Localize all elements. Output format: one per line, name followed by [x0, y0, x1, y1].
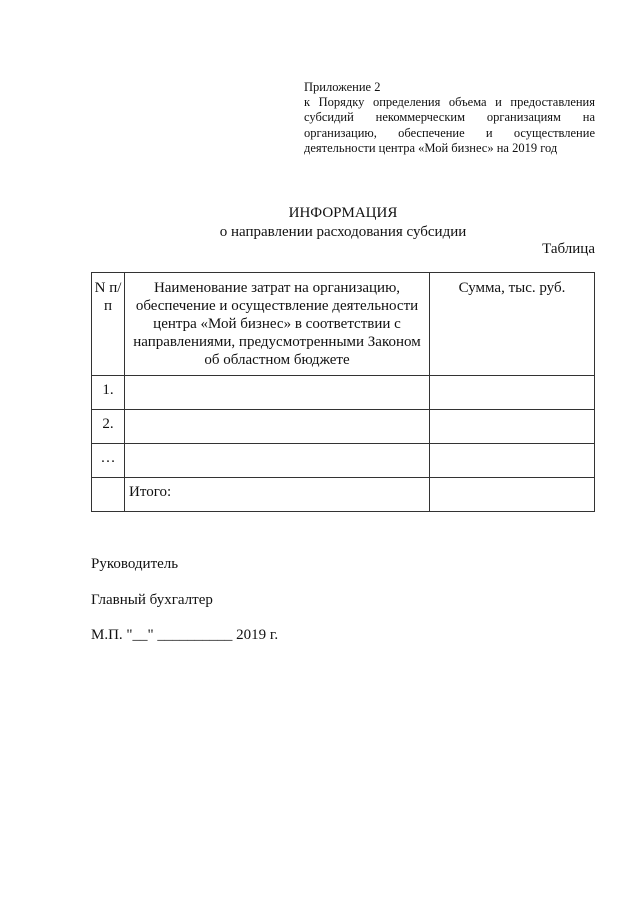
table-row [92, 410, 595, 444]
document-subtitle: о направлении расходования субсидии [219, 224, 467, 240]
appendix-note [304, 80, 595, 156]
table-label: Таблица [542, 241, 595, 257]
row-number [92, 478, 125, 512]
row-number: 1. [92, 376, 125, 410]
head-signature: Руководитель [91, 556, 179, 572]
table-row [92, 376, 595, 410]
row-amount [430, 376, 595, 410]
table-row [92, 444, 595, 478]
appendix-line: деятельности центра «Мой бизнес» на 2019 год [304, 140, 558, 155]
header-expense-name: Наименование затрат на организацию, обеспечение и осуществление деятельности центра «Мой бизнес» в соответствии с направлениями, предусмотренными Законом об областном бюджете [125, 273, 430, 376]
appendix-line: Приложение 2 [304, 80, 381, 94]
table-total-row [92, 478, 595, 512]
stamp-date-line: М.П. "__" __________ 2019 г. [91, 627, 279, 643]
header-number: N п/п [92, 273, 125, 376]
document-title: ИНФОРМАЦИЯ [288, 205, 398, 221]
row-number: … [92, 444, 125, 478]
row-amount [430, 444, 595, 478]
header-amount: Сумма, тыс. руб. [430, 273, 595, 376]
accountant-signature: Главный бухгалтер [91, 592, 213, 608]
row-amount [430, 410, 595, 444]
appendix-line: субсидий некоммерческим организациям на [304, 110, 595, 125]
appendix-line: организацию, обеспечение и осуществление [304, 125, 595, 140]
table-header-row [92, 273, 595, 376]
row-expense-name [125, 376, 430, 410]
expense-table [91, 272, 595, 512]
row-expense-name [125, 410, 430, 444]
total-amount [430, 478, 595, 512]
total-label: Итого: [125, 478, 430, 512]
row-number: 2. [92, 410, 125, 444]
appendix-line: к Порядку определения объема и предоставления [304, 95, 595, 110]
row-expense-name [125, 444, 430, 478]
